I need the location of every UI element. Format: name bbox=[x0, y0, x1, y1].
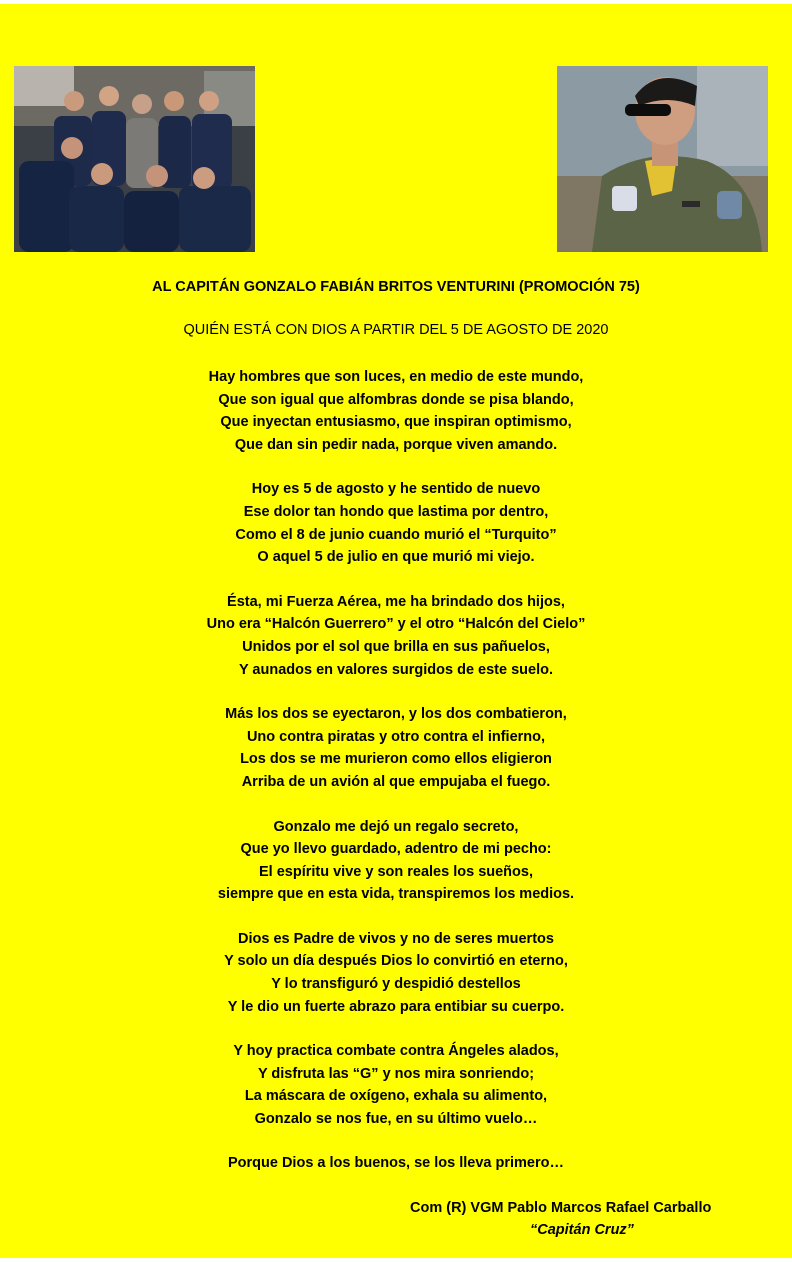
poem-line: Y lo transfiguró y despidió destellos bbox=[271, 976, 521, 993]
poem-line: Como el 8 de junio cuando murió el “Turquito” bbox=[235, 526, 557, 543]
poem-line: Uno contra piratas y otro contra el infierno, bbox=[246, 728, 546, 745]
poem-line: La máscara de oxígeno, exhala su alimento, bbox=[244, 1088, 548, 1105]
poem-line: Y hoy practica combate contra Ángeles alados, bbox=[233, 1043, 559, 1060]
poem-line: Y aunados en valores surgidos de este suelo. bbox=[238, 661, 553, 678]
poem-line: siempre que en esta vida, transpiremos los medios. bbox=[217, 886, 575, 903]
stanza bbox=[0, 816, 792, 906]
pilot-portrait-photo bbox=[557, 66, 768, 252]
stanza bbox=[0, 591, 792, 681]
author-alias: “Capitán Cruz” bbox=[530, 1222, 634, 1238]
poem-line: Hay hombres que son luces, en medio de este mundo, bbox=[208, 369, 584, 385]
poem-line: Que yo llevo guardado, adentro de mi pecho: bbox=[240, 841, 552, 858]
author-name: Com (R) VGM Pablo Marcos Rafael Carballo bbox=[410, 1200, 712, 1216]
poem-line: Que son igual que alfombras donde se pisa blando, bbox=[218, 391, 574, 408]
poem-line: Los dos se me murieron como ellos eligieron bbox=[240, 751, 552, 768]
poem-line: El espíritu vive y son reales los sueños, bbox=[258, 863, 533, 880]
poem-line: Dios es Padre de vivos y no de seres muertos bbox=[238, 930, 554, 947]
poem-line: Unidos por el sol que brilla en sus pañuelos, bbox=[242, 638, 550, 655]
stanza bbox=[0, 366, 792, 456]
poem-line: Uno era “Halcón Guerrero” y el otro “Halcón del Cielo” bbox=[206, 616, 586, 633]
poem-line: Que inyectan entusiasmo, que inspiran optimismo, bbox=[220, 414, 572, 431]
closing-line: Porque Dios a los buenos, se los lleva primero… bbox=[227, 1155, 564, 1171]
stanza bbox=[0, 703, 792, 793]
poem-line: Ésta, mi Fuerza Aérea, me ha brindado dos hijos, bbox=[227, 593, 565, 610]
poem-body bbox=[0, 366, 792, 1153]
stanza bbox=[0, 478, 792, 568]
signature bbox=[400, 1197, 760, 1241]
poem-subtitle: QUIÉN ESTÁ CON DIOS A PARTIR DEL 5 DE AGOSTO DE 2020 bbox=[183, 322, 609, 338]
poem-line: Ese dolor tan hondo que lastima por dentro, bbox=[243, 503, 549, 520]
poem-line: O aquel 5 de julio en que murió mi viejo. bbox=[257, 549, 535, 566]
poem-line: Y solo un día después Dios lo convirtió en eterno, bbox=[224, 953, 568, 970]
stanza bbox=[0, 928, 792, 1018]
poem-line: Y le dio un fuerte abrazo para entibiar su cuerpo. bbox=[227, 998, 565, 1015]
poem-line: Más los dos se eyectaron, y los dos combatieron, bbox=[225, 706, 567, 723]
yellow-page bbox=[0, 4, 792, 1258]
poem-line: Gonzalo se nos fue, en su último vuelo… bbox=[254, 1111, 538, 1128]
poem-title: AL CAPITÁN GONZALO FABIÁN BRITOS VENTURINI (PROMOCIÓN 75) bbox=[152, 279, 640, 295]
group-of-pilots-photo bbox=[14, 66, 255, 252]
poem-line: Y disfruta las “G” y nos mira sonriendo; bbox=[257, 1065, 535, 1082]
poem-line: Que dan sin pedir nada, porque viven amando. bbox=[234, 436, 558, 453]
poem-line: Arriba de un avión al que empujaba el fuego. bbox=[241, 773, 551, 790]
poem-line: Hoy es 5 de agosto y he sentido de nuevo bbox=[251, 481, 541, 498]
stanza bbox=[0, 1040, 792, 1130]
poem-line: Gonzalo me dejó un regalo secreto, bbox=[273, 818, 519, 835]
